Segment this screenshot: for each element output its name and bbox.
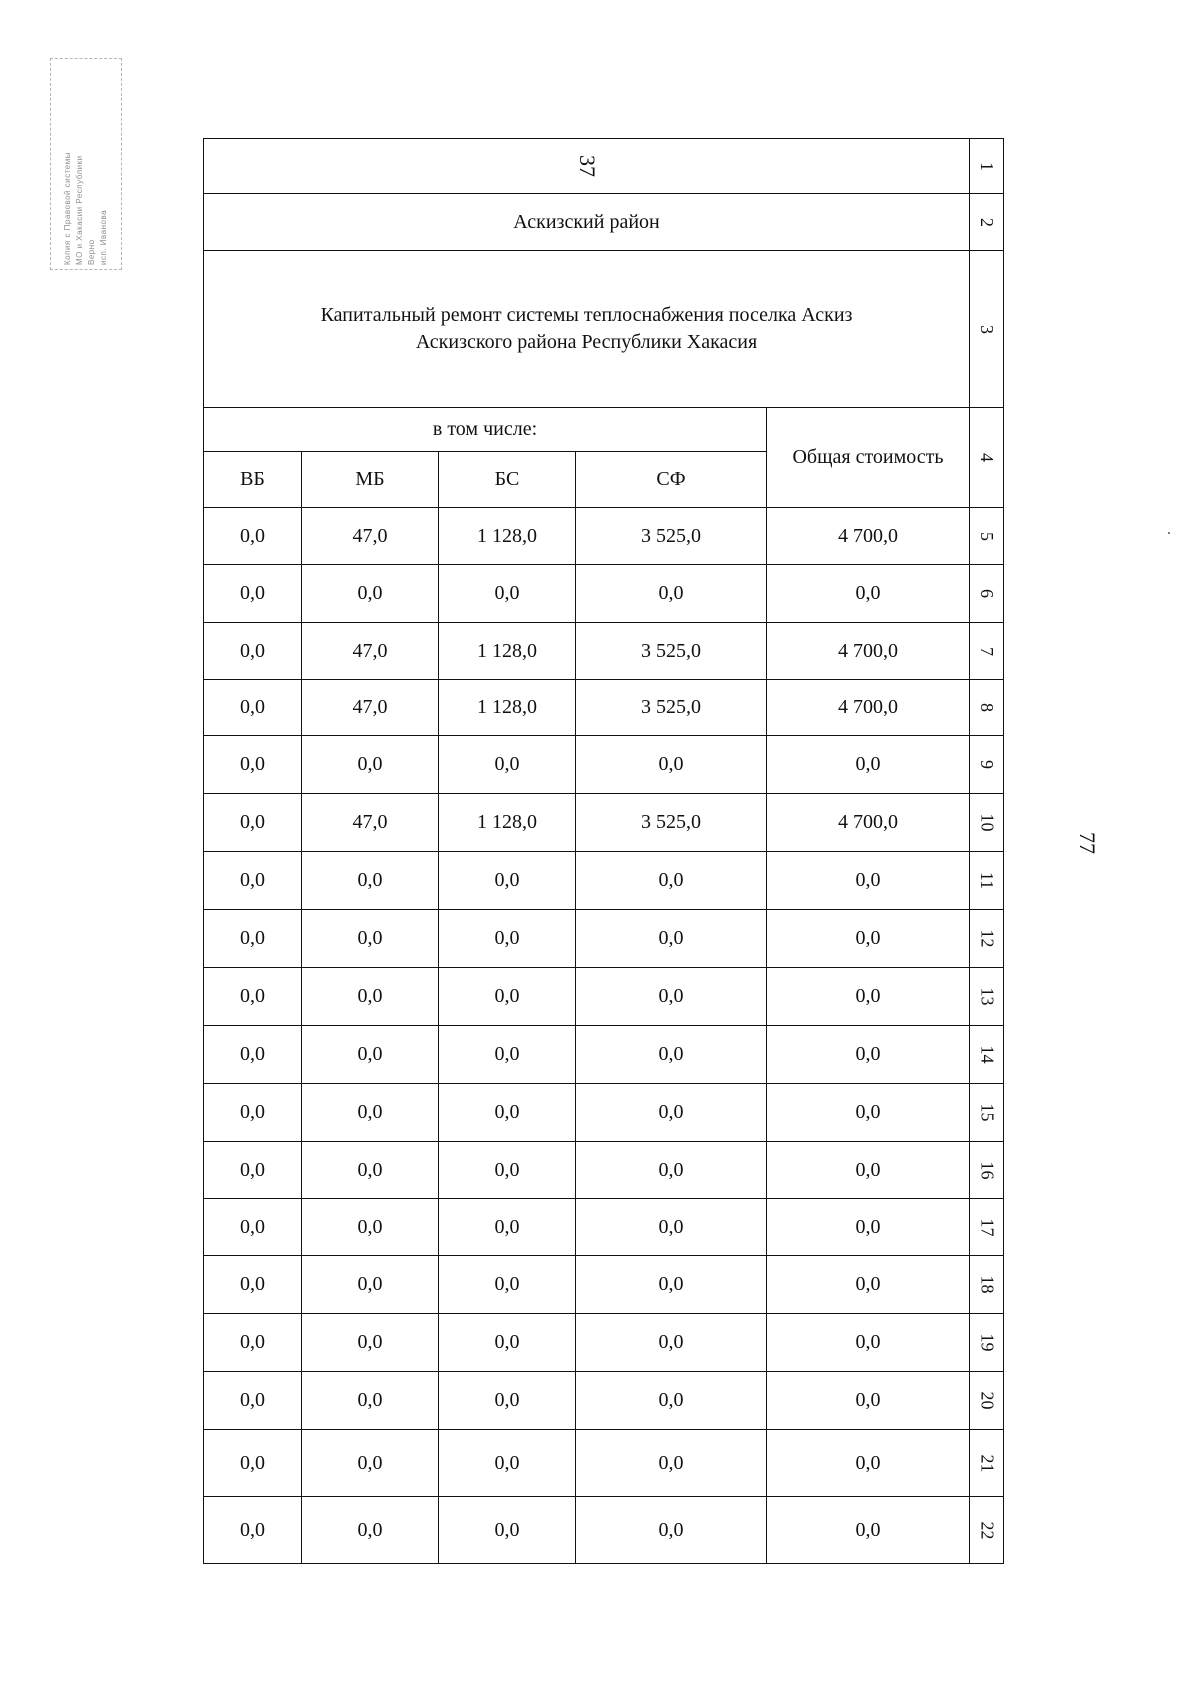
value-cell-sf: 0,0 [576, 1199, 767, 1256]
table-row [204, 910, 1004, 968]
district-name: Аскизский район [513, 210, 660, 233]
row-number: 22 [977, 1521, 998, 1539]
value-cell-vb: 0,0 [204, 623, 302, 680]
row-number-cell [970, 852, 1004, 910]
table-row [204, 1372, 1004, 1430]
value-cell-mb: 0,0 [302, 1430, 439, 1497]
value-cell-bs: 0,0 [439, 1314, 576, 1372]
header-row-district [204, 194, 1004, 251]
value-cell-bs: 1 128,0 [439, 623, 576, 680]
value-cell-total: 0,0 [767, 736, 970, 794]
scan-speck [1168, 532, 1170, 534]
value-cell-bs: 0,0 [439, 968, 576, 1026]
row-number: 17 [977, 1218, 998, 1236]
value-cell-sf: 0,0 [576, 1497, 767, 1564]
value-cell-sf: 3 525,0 [576, 794, 767, 852]
value-cell-vb: 0,0 [204, 1372, 302, 1430]
value-cell-sf: 0,0 [576, 968, 767, 1026]
row-number-cell [970, 139, 1004, 194]
row-number: 1 [977, 161, 998, 171]
row-number: 13 [977, 987, 998, 1006]
value-cell-bs: 0,0 [439, 1497, 576, 1564]
row-number: 14 [977, 1045, 998, 1064]
value-cell-bs: 1 128,0 [439, 508, 576, 565]
table-row [204, 680, 1004, 736]
row-number-cell [970, 508, 1004, 565]
header-row-title [204, 251, 1004, 408]
value-cell-total: 0,0 [767, 1497, 970, 1564]
value-cell-sf: 0,0 [576, 1084, 767, 1142]
row-number: 12 [977, 929, 998, 948]
value-cell-vb: 0,0 [204, 1256, 302, 1314]
value-cell-mb: 0,0 [302, 910, 439, 968]
value-cell-mb: 47,0 [302, 680, 439, 736]
value-cell-sf: 0,0 [576, 565, 767, 623]
page-number: 77 [1075, 832, 1100, 854]
table-row [204, 1084, 1004, 1142]
value-cell-vb: 0,0 [204, 1084, 302, 1142]
value-cell-vb: 0,0 [204, 1142, 302, 1199]
value-cell-sf: 3 525,0 [576, 508, 767, 565]
value-cell-total: 0,0 [767, 565, 970, 623]
value-cell-sf: 0,0 [576, 1026, 767, 1084]
value-cell-bs: 0,0 [439, 1142, 576, 1199]
value-cell-bs: 0,0 [439, 736, 576, 794]
value-cell-total: 0,0 [767, 1142, 970, 1199]
row-number: 6 [977, 589, 998, 598]
table-row [204, 1497, 1004, 1564]
value-cell-mb: 0,0 [302, 852, 439, 910]
value-cell-sf: 3 525,0 [576, 623, 767, 680]
row-number-cell [970, 1497, 1004, 1564]
total-cost-header-cell [767, 408, 970, 508]
row-number-cell [970, 194, 1004, 251]
value-cell-total: 4 700,0 [767, 680, 970, 736]
value-cell-vb: 0,0 [204, 852, 302, 910]
row-number-cell [970, 968, 1004, 1026]
row-number: 21 [977, 1454, 998, 1472]
stamp-line: Верно [87, 239, 96, 265]
value-cell-total: 0,0 [767, 1199, 970, 1256]
value-cell-sf: 0,0 [576, 910, 767, 968]
value-cell-mb: 0,0 [302, 1497, 439, 1564]
value-cell-vb: 0,0 [204, 1199, 302, 1256]
table-row [204, 565, 1004, 623]
value-cell-vb: 0,0 [204, 1497, 302, 1564]
row-number-cell [970, 1084, 1004, 1142]
value-cell-vb: 0,0 [204, 565, 302, 623]
table-row [204, 508, 1004, 565]
value-cell-mb: 47,0 [302, 508, 439, 565]
table-row [204, 736, 1004, 794]
row-number: 15 [977, 1103, 998, 1122]
table-row [204, 852, 1004, 910]
value-cell-total: 0,0 [767, 1256, 970, 1314]
value-cell-mb: 0,0 [302, 736, 439, 794]
including-label: в том числе: [432, 418, 538, 440]
value-cell-mb: 0,0 [302, 1314, 439, 1372]
value-cell-bs: 0,0 [439, 1084, 576, 1142]
row-number-cell [970, 1372, 1004, 1430]
value-cell-bs: 0,0 [439, 852, 576, 910]
row-number-cell [970, 910, 1004, 968]
row-number-cell [970, 794, 1004, 852]
table-row [204, 1256, 1004, 1314]
value-cell-bs: 0,0 [439, 1256, 576, 1314]
value-cell-total: 0,0 [767, 1372, 970, 1430]
stamp-line: исп. Иванова [99, 209, 108, 265]
table-row [204, 1199, 1004, 1256]
header-row-number [204, 139, 1004, 194]
row-number-cell [970, 1142, 1004, 1199]
table-row [204, 1026, 1004, 1084]
value-cell-sf: 0,0 [576, 1142, 767, 1199]
value-cell-sf: 0,0 [576, 1314, 767, 1372]
stamp-line: МО и Хакасии Республики [75, 155, 84, 265]
value-cell-bs: 0,0 [439, 1430, 576, 1497]
including-label-cell [204, 408, 767, 452]
row-number: 5 [977, 531, 998, 541]
value-cell-mb: 0,0 [302, 1199, 439, 1256]
value-cell-vb: 0,0 [204, 910, 302, 968]
value-cell-vb: 0,0 [204, 1430, 302, 1497]
value-cell-mb: 0,0 [302, 1026, 439, 1084]
value-cell-vb: 0,0 [204, 794, 302, 852]
row-number-cell [970, 1199, 1004, 1256]
value-cell-sf: 0,0 [576, 852, 767, 910]
row-number-cell [970, 1026, 1004, 1084]
value-cell-mb: 0,0 [302, 1084, 439, 1142]
row-number: 11 [977, 871, 998, 890]
value-cell-bs: 0,0 [439, 910, 576, 968]
value-cell-total: 0,0 [767, 910, 970, 968]
value-cell-vb: 0,0 [204, 968, 302, 1026]
value-cell-mb: 0,0 [302, 1372, 439, 1430]
value-cell-bs: 0,0 [439, 1026, 576, 1084]
value-cell-total: 4 700,0 [767, 794, 970, 852]
value-cell-bs: 0,0 [439, 1372, 576, 1430]
value-cell-mb: 47,0 [302, 794, 439, 852]
value-cell-sf: 0,0 [576, 1372, 767, 1430]
value-cell-bs: 1 128,0 [439, 794, 576, 852]
value-cell-total: 0,0 [767, 968, 970, 1026]
column-header-bs: БС [439, 452, 576, 508]
value-cell-total: 4 700,0 [767, 508, 970, 565]
value-cell-total: 0,0 [767, 1084, 970, 1142]
row-number-cell [970, 408, 1004, 508]
district-cell [204, 194, 970, 251]
funding-table [203, 138, 1004, 1564]
row-number: 4 [977, 453, 998, 462]
value-cell-vb: 0,0 [204, 680, 302, 736]
row-number-cell [970, 251, 1004, 408]
row-number-cell [970, 736, 1004, 794]
table-row [204, 1142, 1004, 1199]
value-cell-vb: 0,0 [204, 736, 302, 794]
value-cell-vb: 0,0 [204, 508, 302, 565]
value-cell-mb: 0,0 [302, 1256, 439, 1314]
table-row [204, 1430, 1004, 1497]
row-number-cell [970, 565, 1004, 623]
section-number-cell [204, 139, 970, 194]
row-number-cell [970, 1256, 1004, 1314]
total-cost-label: Общая стоимость [792, 446, 944, 468]
row-number: 3 [977, 324, 998, 334]
value-cell-mb: 47,0 [302, 623, 439, 680]
row-number: 7 [977, 646, 998, 656]
certification-stamp [50, 58, 122, 270]
value-cell-sf: 0,0 [576, 1430, 767, 1497]
value-cell-mb: 0,0 [302, 1142, 439, 1199]
row-number-cell [970, 680, 1004, 736]
value-cell-sf: 0,0 [576, 1256, 767, 1314]
value-cell-sf: 3 525,0 [576, 680, 767, 736]
table-row [204, 1314, 1004, 1372]
value-cell-vb: 0,0 [204, 1026, 302, 1084]
column-header-sf: СФ [576, 452, 767, 508]
value-cell-total: 0,0 [767, 1314, 970, 1372]
row-number-cell [970, 623, 1004, 680]
value-cell-total: 0,0 [767, 1026, 970, 1084]
project-title-line: Капитальный ремонт системы теплоснабжения поселка Аскиз [320, 304, 853, 326]
value-cell-bs: 1 128,0 [439, 680, 576, 736]
value-cell-total: 4 700,0 [767, 623, 970, 680]
value-cell-total: 0,0 [767, 852, 970, 910]
row-number-cell [970, 1430, 1004, 1497]
column-header-vb: ВБ [204, 452, 302, 508]
header-row-including [204, 408, 1004, 452]
row-number: 9 [977, 760, 998, 769]
project-title-cell [204, 251, 970, 408]
row-number: 2 [977, 217, 998, 227]
row-number-cell [970, 1314, 1004, 1372]
table-row [204, 794, 1004, 852]
row-number: 16 [977, 1161, 998, 1179]
value-cell-mb: 0,0 [302, 565, 439, 623]
row-number: 8 [977, 703, 998, 712]
value-cell-vb: 0,0 [204, 1314, 302, 1372]
row-number: 19 [977, 1333, 998, 1352]
row-number: 20 [977, 1391, 998, 1410]
section-number: 37 [574, 155, 600, 177]
value-cell-bs: 0,0 [439, 1199, 576, 1256]
value-cell-total: 0,0 [767, 1430, 970, 1497]
table-row [204, 623, 1004, 680]
value-cell-bs: 0,0 [439, 565, 576, 623]
value-cell-mb: 0,0 [302, 968, 439, 1026]
row-number: 10 [977, 813, 998, 832]
table-row [204, 968, 1004, 1026]
stamp-line: Копия с Правовой системы [63, 152, 72, 265]
project-title-line: Аскизского района Республики Хакасия [415, 331, 758, 353]
value-cell-sf: 0,0 [576, 736, 767, 794]
column-header-mb: МБ [302, 452, 439, 508]
row-number: 18 [977, 1275, 998, 1294]
